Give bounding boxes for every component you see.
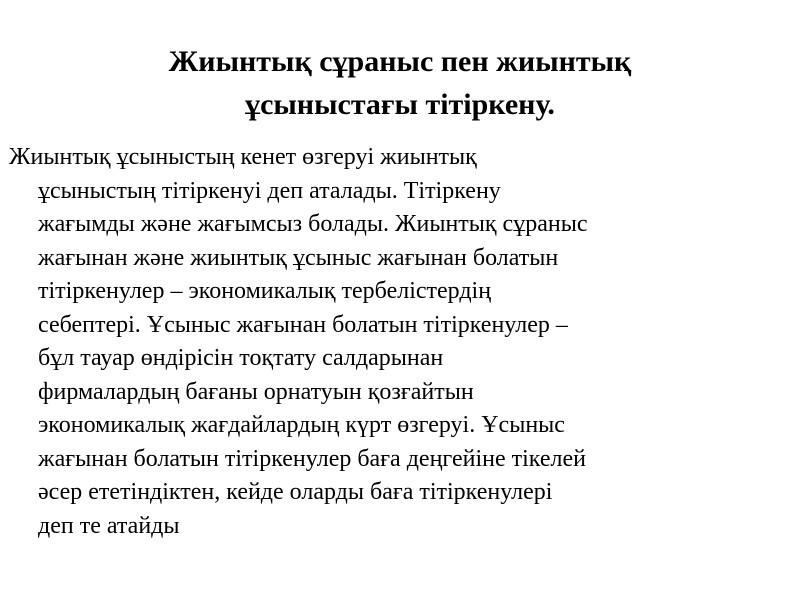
body-text-line: тітіркенулер – экономикалық тербелістердің [38,278,492,304]
body-text-line: Жиынтық ұсыныстың кенет өзгеруі жиынтық [9,144,477,170]
body-text-line: ұсыныстың тітіркенуі деп аталады. Тітіркену [38,177,501,204]
body-text-line: жағынан және жиынтық ұсыныс жағынан болатын [38,244,559,271]
body-text-line: экономикалық жағдайлардың күрт өзгеруі. Ұсыныс [38,412,565,438]
slide-title [60,40,740,126]
body-text-line: жағымды және жағымсыз болады. Жиынтық сұраныс [38,211,588,237]
body-text-line: әсер ететіндіктен, кейде оларды баға тітіркенулері [38,479,553,505]
slide-title-line: ұсыныстағы тітіркену. [245,88,555,121]
body-text-line: себептері. Ұсыныс жағынан болатын тітіркенулер – [38,311,568,338]
body-text-line: фирмалардың бағаны орнатуын қозғайтын [38,378,474,405]
slide-body-paragraph [9,141,789,543]
body-text-line: бұл тауар өндірісін тоқтату салдарынан [38,345,444,371]
body-text-line: жағынан болатын тітіркенулер баға деңгейіне тікелей [38,445,586,472]
slide-title-line: Жиынтық сұраныс пен жиынтық [168,45,632,78]
body-text-line: деп те атайды [38,512,180,539]
